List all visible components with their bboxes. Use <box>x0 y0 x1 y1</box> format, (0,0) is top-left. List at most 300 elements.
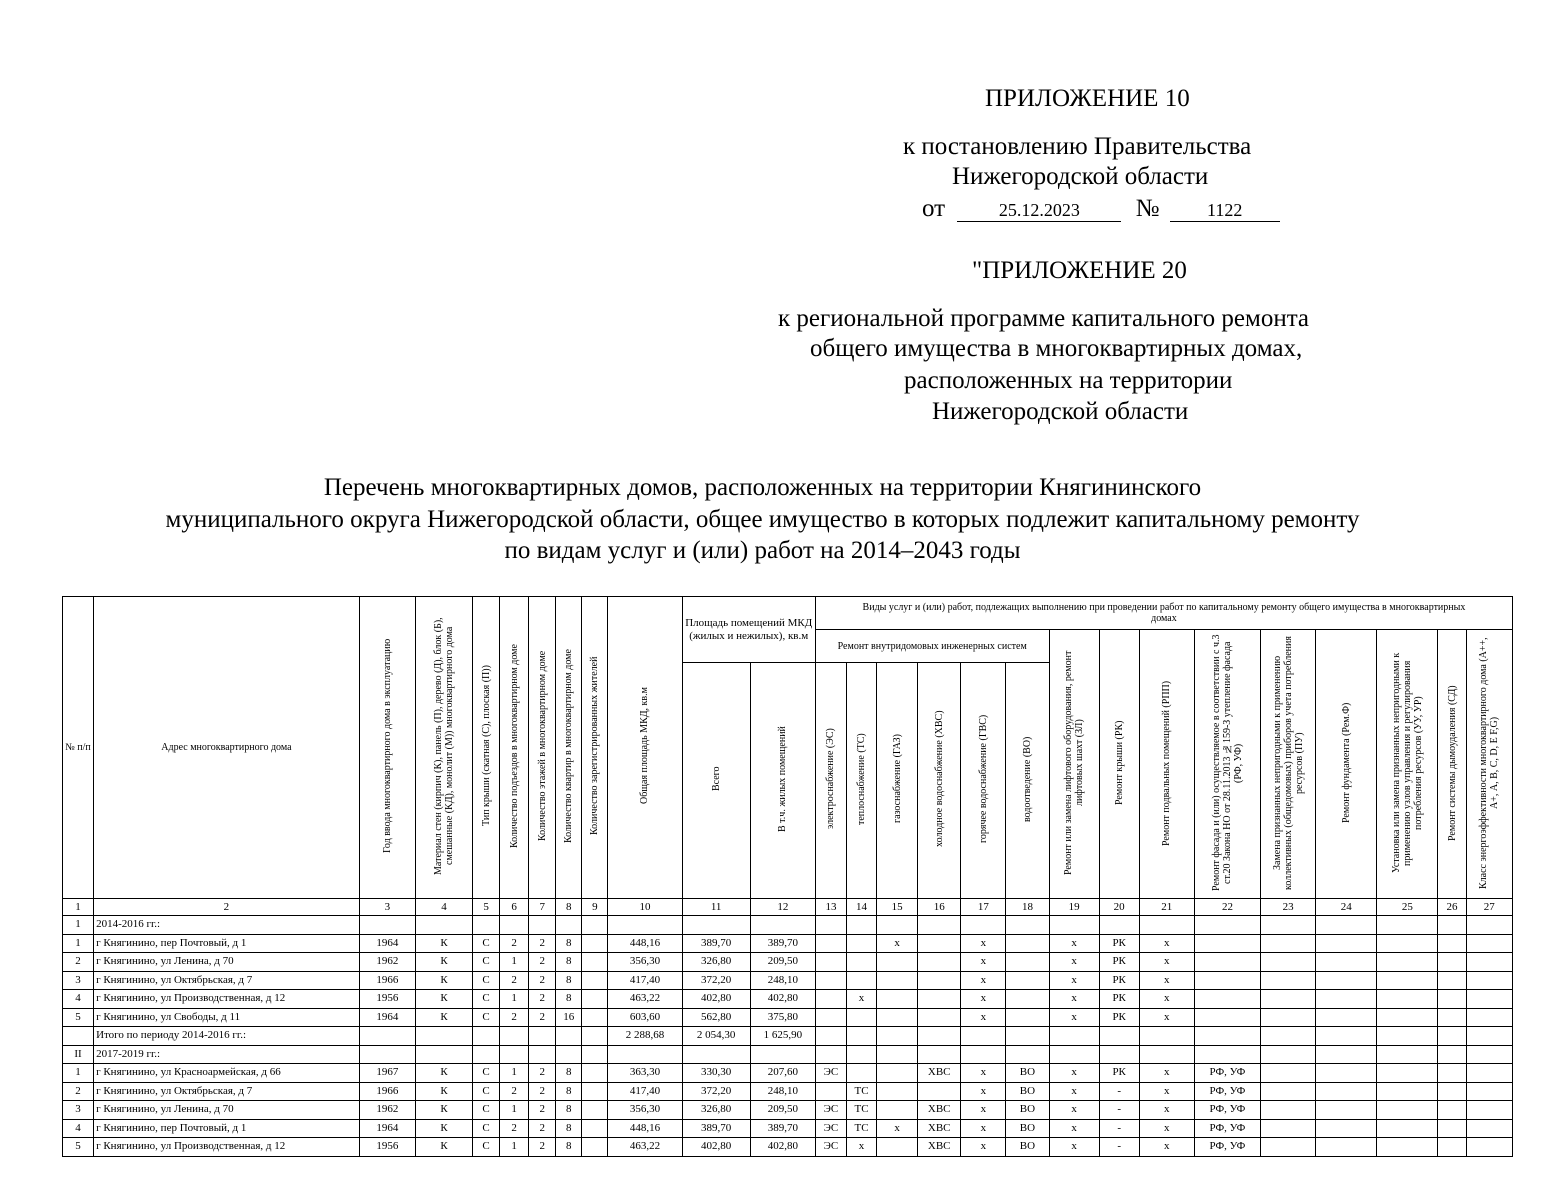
table-cell <box>582 1138 608 1157</box>
header-rk: Ремонт крыши (РК) <box>1099 630 1139 899</box>
address-cell: Итого по периоду 2014-2016 гг.: <box>94 1027 360 1046</box>
table-cell: ЭС <box>815 1064 846 1083</box>
table-cell <box>529 1027 556 1046</box>
table-cell <box>1438 934 1466 953</box>
table-cell <box>918 934 961 953</box>
table-cell <box>815 934 846 953</box>
table-cell <box>1377 1138 1438 1157</box>
table-cell <box>1261 1027 1316 1046</box>
table-cell: К <box>415 934 472 953</box>
resolution-line-2: Нижегородской области <box>952 163 1209 190</box>
table-cell <box>1261 971 1316 990</box>
table-cell: 1967 <box>359 1064 415 1083</box>
table-cell <box>918 1082 961 1101</box>
table-cell: ХВС <box>918 1064 961 1083</box>
table-cell: РФ, УФ <box>1194 1138 1260 1157</box>
table-cell: 1 <box>63 916 94 935</box>
column-number: 13 <box>815 899 846 916</box>
table-cell <box>1438 1027 1466 1046</box>
column-number: 23 <box>1261 899 1316 916</box>
table-cell <box>1194 990 1260 1009</box>
table-cell <box>1466 1027 1512 1046</box>
document-title-2: муниципального округа Нижегородской области, общее имущество в которых подлежит капитальному ремонту <box>165 506 1360 533</box>
column-number: 27 <box>1466 899 1512 916</box>
table-cell <box>556 1027 582 1046</box>
table-cell <box>582 953 608 972</box>
table-cell: х <box>1049 971 1099 990</box>
table-cell <box>815 1027 846 1046</box>
column-number: 4 <box>415 899 472 916</box>
table-cell <box>1466 1119 1512 1138</box>
table-cell <box>815 990 846 1009</box>
table-cell: С <box>473 1064 500 1083</box>
table-cell: ВО <box>1006 1064 1049 1083</box>
table-cell: 417,40 <box>608 1082 682 1101</box>
table-cell <box>815 1008 846 1027</box>
table-cell <box>877 1008 918 1027</box>
table-cell: РК <box>1099 953 1139 972</box>
table-cell: К <box>415 990 472 1009</box>
table-cell <box>1316 916 1377 935</box>
table-cell: 2 <box>529 934 556 953</box>
table-cell: К <box>415 953 472 972</box>
table-cell <box>846 1008 876 1027</box>
column-number: 8 <box>556 899 582 916</box>
table-cell <box>1194 1008 1260 1027</box>
table-cell <box>582 1119 608 1138</box>
header-entrances: Количество подъездов в многоквартирном доме <box>500 597 529 899</box>
header-lift: Ремонт или замена лифтового оборудования, ремонт лифтовых шахт (ЗЛ) <box>1049 630 1099 899</box>
table-cell: 326,80 <box>682 953 750 972</box>
table-cell: К <box>415 1064 472 1083</box>
table-cell <box>1049 1045 1099 1064</box>
table-cell <box>582 1082 608 1101</box>
table-cell: 2 <box>529 1101 556 1120</box>
table-cell: - <box>1099 1119 1139 1138</box>
table-cell: 448,16 <box>608 934 682 953</box>
table-cell <box>1438 1119 1466 1138</box>
table-cell <box>918 916 961 935</box>
table-cell: 1966 <box>359 1082 415 1101</box>
table-cell <box>1316 1101 1377 1120</box>
table-cell <box>1139 1045 1194 1064</box>
table-cell: ЭС <box>815 1119 846 1138</box>
header-area-all: Всего <box>682 663 750 899</box>
column-number: 5 <box>473 899 500 916</box>
table-cell <box>1377 1101 1438 1120</box>
table-cell <box>1261 1138 1316 1157</box>
table-row <box>63 1101 1513 1120</box>
table-cell: 363,30 <box>608 1064 682 1083</box>
table-cell: К <box>415 1119 472 1138</box>
table-cell: 1 <box>500 1138 529 1157</box>
program-line-2: общего имущества в многоквартирных домах, <box>810 335 1303 362</box>
table-cell: 1962 <box>359 953 415 972</box>
table-cell: 8 <box>556 934 582 953</box>
table-cell: х <box>1139 1064 1194 1083</box>
resolution-number: 1122 <box>1170 199 1280 222</box>
table-cell <box>846 1064 876 1083</box>
table-cell <box>877 916 918 935</box>
table-row <box>63 990 1513 1009</box>
table-cell: 2 <box>500 934 529 953</box>
table-row <box>63 1008 1513 1027</box>
header-vo: водоотведение (ВО) <box>1006 663 1049 899</box>
header-ts: теплоснабжение (ТС) <box>846 663 876 899</box>
table-cell <box>359 916 415 935</box>
table-cell: 1964 <box>359 934 415 953</box>
table-cell: 356,30 <box>608 1101 682 1120</box>
table-cell <box>1316 1082 1377 1101</box>
table-cell <box>1438 971 1466 990</box>
table-cell: 2 054,30 <box>682 1027 750 1046</box>
table-cell: РФ, УФ <box>1194 1119 1260 1138</box>
table-cell: - <box>1099 1082 1139 1101</box>
table-cell: х <box>961 971 1006 990</box>
table-cell: С <box>473 953 500 972</box>
header-floors: Количество этажей в многоквартирном доме <box>529 597 556 899</box>
table-cell <box>1194 916 1260 935</box>
table-cell <box>1438 1045 1466 1064</box>
table-cell <box>1316 1119 1377 1138</box>
header-area-living: В т.ч. жилых помещений <box>750 663 815 899</box>
table-cell: х <box>961 1064 1006 1083</box>
table-cell: ТС <box>846 1119 876 1138</box>
column-number: 22 <box>1194 899 1260 916</box>
table-cell: 8 <box>556 990 582 1009</box>
table-cell <box>1049 1027 1099 1046</box>
table-cell: х <box>1139 1138 1194 1157</box>
table-cell <box>1438 1064 1466 1083</box>
table-cell <box>1316 1045 1377 1064</box>
table-cell: 402,80 <box>750 1138 815 1157</box>
table-cell <box>415 1045 472 1064</box>
table-cell: 8 <box>556 953 582 972</box>
table-cell <box>608 1045 682 1064</box>
appendix20-title: "ПРИЛОЖЕНИЕ 20 <box>972 257 1187 284</box>
table-cell: х <box>1049 1082 1099 1101</box>
table-cell: 2 <box>529 1064 556 1083</box>
table-cell: 4 <box>63 1119 94 1138</box>
header-total-area: Общая площадь МКД, кв.м <box>608 597 682 899</box>
table-cell <box>815 971 846 990</box>
header-hvs: холодное водоснабжение (ХВС) <box>918 663 961 899</box>
table-cell: 2 <box>529 1082 556 1101</box>
table-cell <box>1466 990 1512 1009</box>
table-cell: 1956 <box>359 1138 415 1157</box>
table-cell <box>877 1027 918 1046</box>
table-cell: 356,30 <box>608 953 682 972</box>
document-title-1: Перечень многоквартирных домов, расположенных на территории Княгининского <box>323 474 1202 501</box>
table-cell: 417,40 <box>608 971 682 990</box>
table-cell <box>1316 1008 1377 1027</box>
table-cell: 2 <box>500 1082 529 1101</box>
table-cell <box>473 1045 500 1064</box>
address-cell: г Княгинино, ул Производственная, д 12 <box>94 1138 360 1157</box>
table-cell <box>1316 990 1377 1009</box>
table-cell: х <box>961 1082 1006 1101</box>
table-cell: 463,22 <box>608 1138 682 1157</box>
table-cell <box>1261 1008 1316 1027</box>
table-cell: 389,70 <box>682 934 750 953</box>
table-cell <box>529 916 556 935</box>
table-cell: РК <box>1099 990 1139 1009</box>
table-cell: 1 625,90 <box>750 1027 815 1046</box>
table-cell: х <box>1139 1082 1194 1101</box>
table-cell: 330,30 <box>682 1064 750 1083</box>
address-cell: 2014-2016 гг.: <box>94 916 360 935</box>
address-cell: г Княгинино, пер Почтовый, д 1 <box>94 1119 360 1138</box>
table-cell <box>582 1008 608 1027</box>
table-cell: 375,80 <box>750 1008 815 1027</box>
table-cell <box>1194 1045 1260 1064</box>
table-cell: 389,70 <box>750 934 815 953</box>
table-cell: РК <box>1099 971 1139 990</box>
table-cell <box>877 953 918 972</box>
table-row <box>63 1119 1513 1138</box>
table-cell: С <box>473 1138 500 1157</box>
table-cell <box>877 1082 918 1101</box>
from-label: от <box>922 195 946 222</box>
table-cell <box>1316 1064 1377 1083</box>
table-cell: х <box>1049 990 1099 1009</box>
housing-table <box>62 596 1513 1157</box>
table-cell <box>582 971 608 990</box>
table-cell <box>529 1045 556 1064</box>
column-number: 25 <box>1377 899 1438 916</box>
column-number: 26 <box>1438 899 1466 916</box>
column-number: 24 <box>1316 899 1377 916</box>
table-cell <box>1006 953 1049 972</box>
table-cell: х <box>846 1138 876 1157</box>
table-cell <box>750 1045 815 1064</box>
address-cell: г Княгинино, ул Октябрьская, д 7 <box>94 1082 360 1101</box>
resolution-date: 25.12.2023 <box>957 199 1121 222</box>
column-number: 21 <box>1139 899 1194 916</box>
table-cell <box>1377 916 1438 935</box>
column-number: 9 <box>582 899 608 916</box>
table-cell <box>877 1045 918 1064</box>
header-premises-area: Площадь помещений МКД (жилых и нежилых), кв.м <box>682 597 815 663</box>
table-cell: 1 <box>63 1064 94 1083</box>
header-gvs: горячее водоснабжение (ГВС) <box>961 663 1006 899</box>
program-line-1: к региональной программе капитального ремонта <box>778 305 1310 332</box>
header-rpp: Ремонт подвальных помещений (РПП) <box>1139 630 1194 899</box>
table-cell <box>815 953 846 972</box>
table-cell <box>1049 916 1099 935</box>
table-cell: х <box>1139 1119 1194 1138</box>
table-cell: ВО <box>1006 1119 1049 1138</box>
table-cell: 1 <box>500 1064 529 1083</box>
table-cell: 402,80 <box>750 990 815 1009</box>
table-cell <box>1438 916 1466 935</box>
table-cell: К <box>415 971 472 990</box>
table-cell <box>582 990 608 1009</box>
table-cell <box>1194 934 1260 953</box>
table-cell: 16 <box>556 1008 582 1027</box>
table-cell <box>1377 990 1438 1009</box>
table-cell <box>1377 1064 1438 1083</box>
table-cell: 463,22 <box>608 990 682 1009</box>
column-number: 10 <box>608 899 682 916</box>
table-cell <box>1099 916 1139 935</box>
table-cell <box>359 1027 415 1046</box>
table-cell <box>1099 1045 1139 1064</box>
header-address: Адрес многоквартирного дома <box>94 597 360 899</box>
table-cell: 2 <box>500 971 529 990</box>
table-cell <box>1261 1064 1316 1083</box>
table-cell: ТС <box>846 1101 876 1120</box>
table-cell: 2 <box>529 1119 556 1138</box>
column-number: 18 <box>1006 899 1049 916</box>
table-cell <box>918 1045 961 1064</box>
address-cell: г Княгинино, ул Красноармейская, д 66 <box>94 1064 360 1083</box>
header-control: Установка или замена признанных непригодными к применению узлов управления и регулирования потребления ресурсов (УУ, УР) <box>1377 630 1438 899</box>
table-cell <box>1194 1027 1260 1046</box>
table-cell: 2 <box>529 953 556 972</box>
table-cell: 209,50 <box>750 953 815 972</box>
table-cell <box>846 934 876 953</box>
column-number: 14 <box>846 899 876 916</box>
table-cell <box>877 990 918 1009</box>
table-cell: 389,70 <box>750 1119 815 1138</box>
table-cell: 1 <box>63 934 94 953</box>
header-year: Год ввода многоквартирного дома в эксплуатацию <box>359 597 415 899</box>
table-cell: С <box>473 1008 500 1027</box>
table-cell <box>1261 934 1316 953</box>
table-cell: 402,80 <box>682 990 750 1009</box>
table-cell <box>1261 916 1316 935</box>
table-cell: ЭС <box>815 1138 846 1157</box>
table-cell <box>1466 1138 1512 1157</box>
table-cell <box>1261 1045 1316 1064</box>
table-cell: х <box>961 934 1006 953</box>
table-cell <box>877 1101 918 1120</box>
table-cell: х <box>1139 934 1194 953</box>
table-row <box>63 916 1513 935</box>
table-cell <box>500 1045 529 1064</box>
address-cell: г Княгинино, ул Производственная, д 12 <box>94 990 360 1009</box>
table-cell: х <box>1139 971 1194 990</box>
header-apartments: Количество квартир в многоквартирном доме <box>556 597 582 899</box>
table-cell: ХВС <box>918 1101 961 1120</box>
table-cell <box>961 916 1006 935</box>
table-cell <box>877 971 918 990</box>
table-cell <box>1006 934 1049 953</box>
table-cell <box>473 916 500 935</box>
resolution-line-1: к постановлению Правительства <box>903 133 1252 160</box>
table-cell: 372,20 <box>682 1082 750 1101</box>
table-cell <box>1438 990 1466 1009</box>
table-cell <box>1261 1101 1316 1120</box>
table-cell: ВО <box>1006 1138 1049 1157</box>
table-cell: 8 <box>556 971 582 990</box>
table-cell: 1956 <box>359 990 415 1009</box>
table-cell: 8 <box>556 1064 582 1083</box>
header-material: Материал стен (кирпич (К), панель (П), дерево (Д), блок (Б), смешанные (КД), монолит (М)) многоквартирного дома <box>415 597 472 899</box>
table-cell: х <box>846 990 876 1009</box>
table-cell <box>1466 1101 1512 1120</box>
table-cell: 562,80 <box>682 1008 750 1027</box>
table-cell: х <box>1049 1119 1099 1138</box>
table-cell <box>1006 1008 1049 1027</box>
table-cell <box>582 916 608 935</box>
table-cell: 1 <box>500 990 529 1009</box>
column-number: 2 <box>94 899 360 916</box>
table-cell <box>918 990 961 1009</box>
table-cell <box>1438 1138 1466 1157</box>
table-cell: К <box>415 1101 472 1120</box>
table-cell <box>846 971 876 990</box>
table-cell <box>1194 971 1260 990</box>
table-cell: С <box>473 990 500 1009</box>
column-number: 15 <box>877 899 918 916</box>
table-cell: РК <box>1099 934 1139 953</box>
table-cell <box>1316 971 1377 990</box>
table-cell <box>1006 916 1049 935</box>
table-cell <box>877 1064 918 1083</box>
table-body <box>63 916 1513 1157</box>
table-cell: 2 <box>63 1082 94 1101</box>
table-cell: ТС <box>846 1082 876 1101</box>
table-cell <box>1438 953 1466 972</box>
number-label: № <box>1135 195 1160 222</box>
table-row <box>63 1082 1513 1101</box>
table-cell <box>1466 916 1512 935</box>
table-cell <box>1139 1027 1194 1046</box>
table-cell: ХВС <box>918 1119 961 1138</box>
table-cell: х <box>1139 1101 1194 1120</box>
table-cell: - <box>1099 1138 1139 1157</box>
table-cell: ЭС <box>815 1101 846 1120</box>
table-cell: - <box>1099 1101 1139 1120</box>
table-cell: 2 <box>529 971 556 990</box>
table-row <box>63 953 1513 972</box>
table-cell: 372,20 <box>682 971 750 990</box>
table-cell: 248,10 <box>750 971 815 990</box>
table-cell: 1 <box>500 1101 529 1120</box>
table-cell <box>1438 1008 1466 1027</box>
header-roof: Тип крыши (скатная (С), плоская (П)) <box>473 597 500 899</box>
table-cell <box>815 1082 846 1101</box>
table-cell: х <box>1049 1101 1099 1120</box>
document-title-3: по видам услуг и (или) работ на 2014–2043 годы <box>504 537 1021 564</box>
table-cell <box>1316 1027 1377 1046</box>
table-cell: х <box>1049 953 1099 972</box>
table-cell <box>918 953 961 972</box>
table-cell: 1966 <box>359 971 415 990</box>
table-cell: 1962 <box>359 1101 415 1120</box>
address-cell: г Княгинино, ул Свободы, д 11 <box>94 1008 360 1027</box>
column-number: 11 <box>682 899 750 916</box>
table-cell <box>815 916 846 935</box>
table-cell: х <box>961 1119 1006 1138</box>
table-cell: С <box>473 1101 500 1120</box>
table-cell: 2 <box>529 990 556 1009</box>
table-cell <box>582 1027 608 1046</box>
column-number: 6 <box>500 899 529 916</box>
table-cell: С <box>473 1082 500 1101</box>
resolution-date-line <box>922 193 1280 224</box>
table-cell <box>415 916 472 935</box>
table-cell <box>815 1045 846 1064</box>
table-cell <box>1377 934 1438 953</box>
table-cell: х <box>1049 1008 1099 1027</box>
table-cell: РФ, УФ <box>1194 1101 1260 1120</box>
table-cell: х <box>1139 953 1194 972</box>
table-cell: РК <box>1099 1064 1139 1083</box>
table-cell: РК <box>1099 1008 1139 1027</box>
